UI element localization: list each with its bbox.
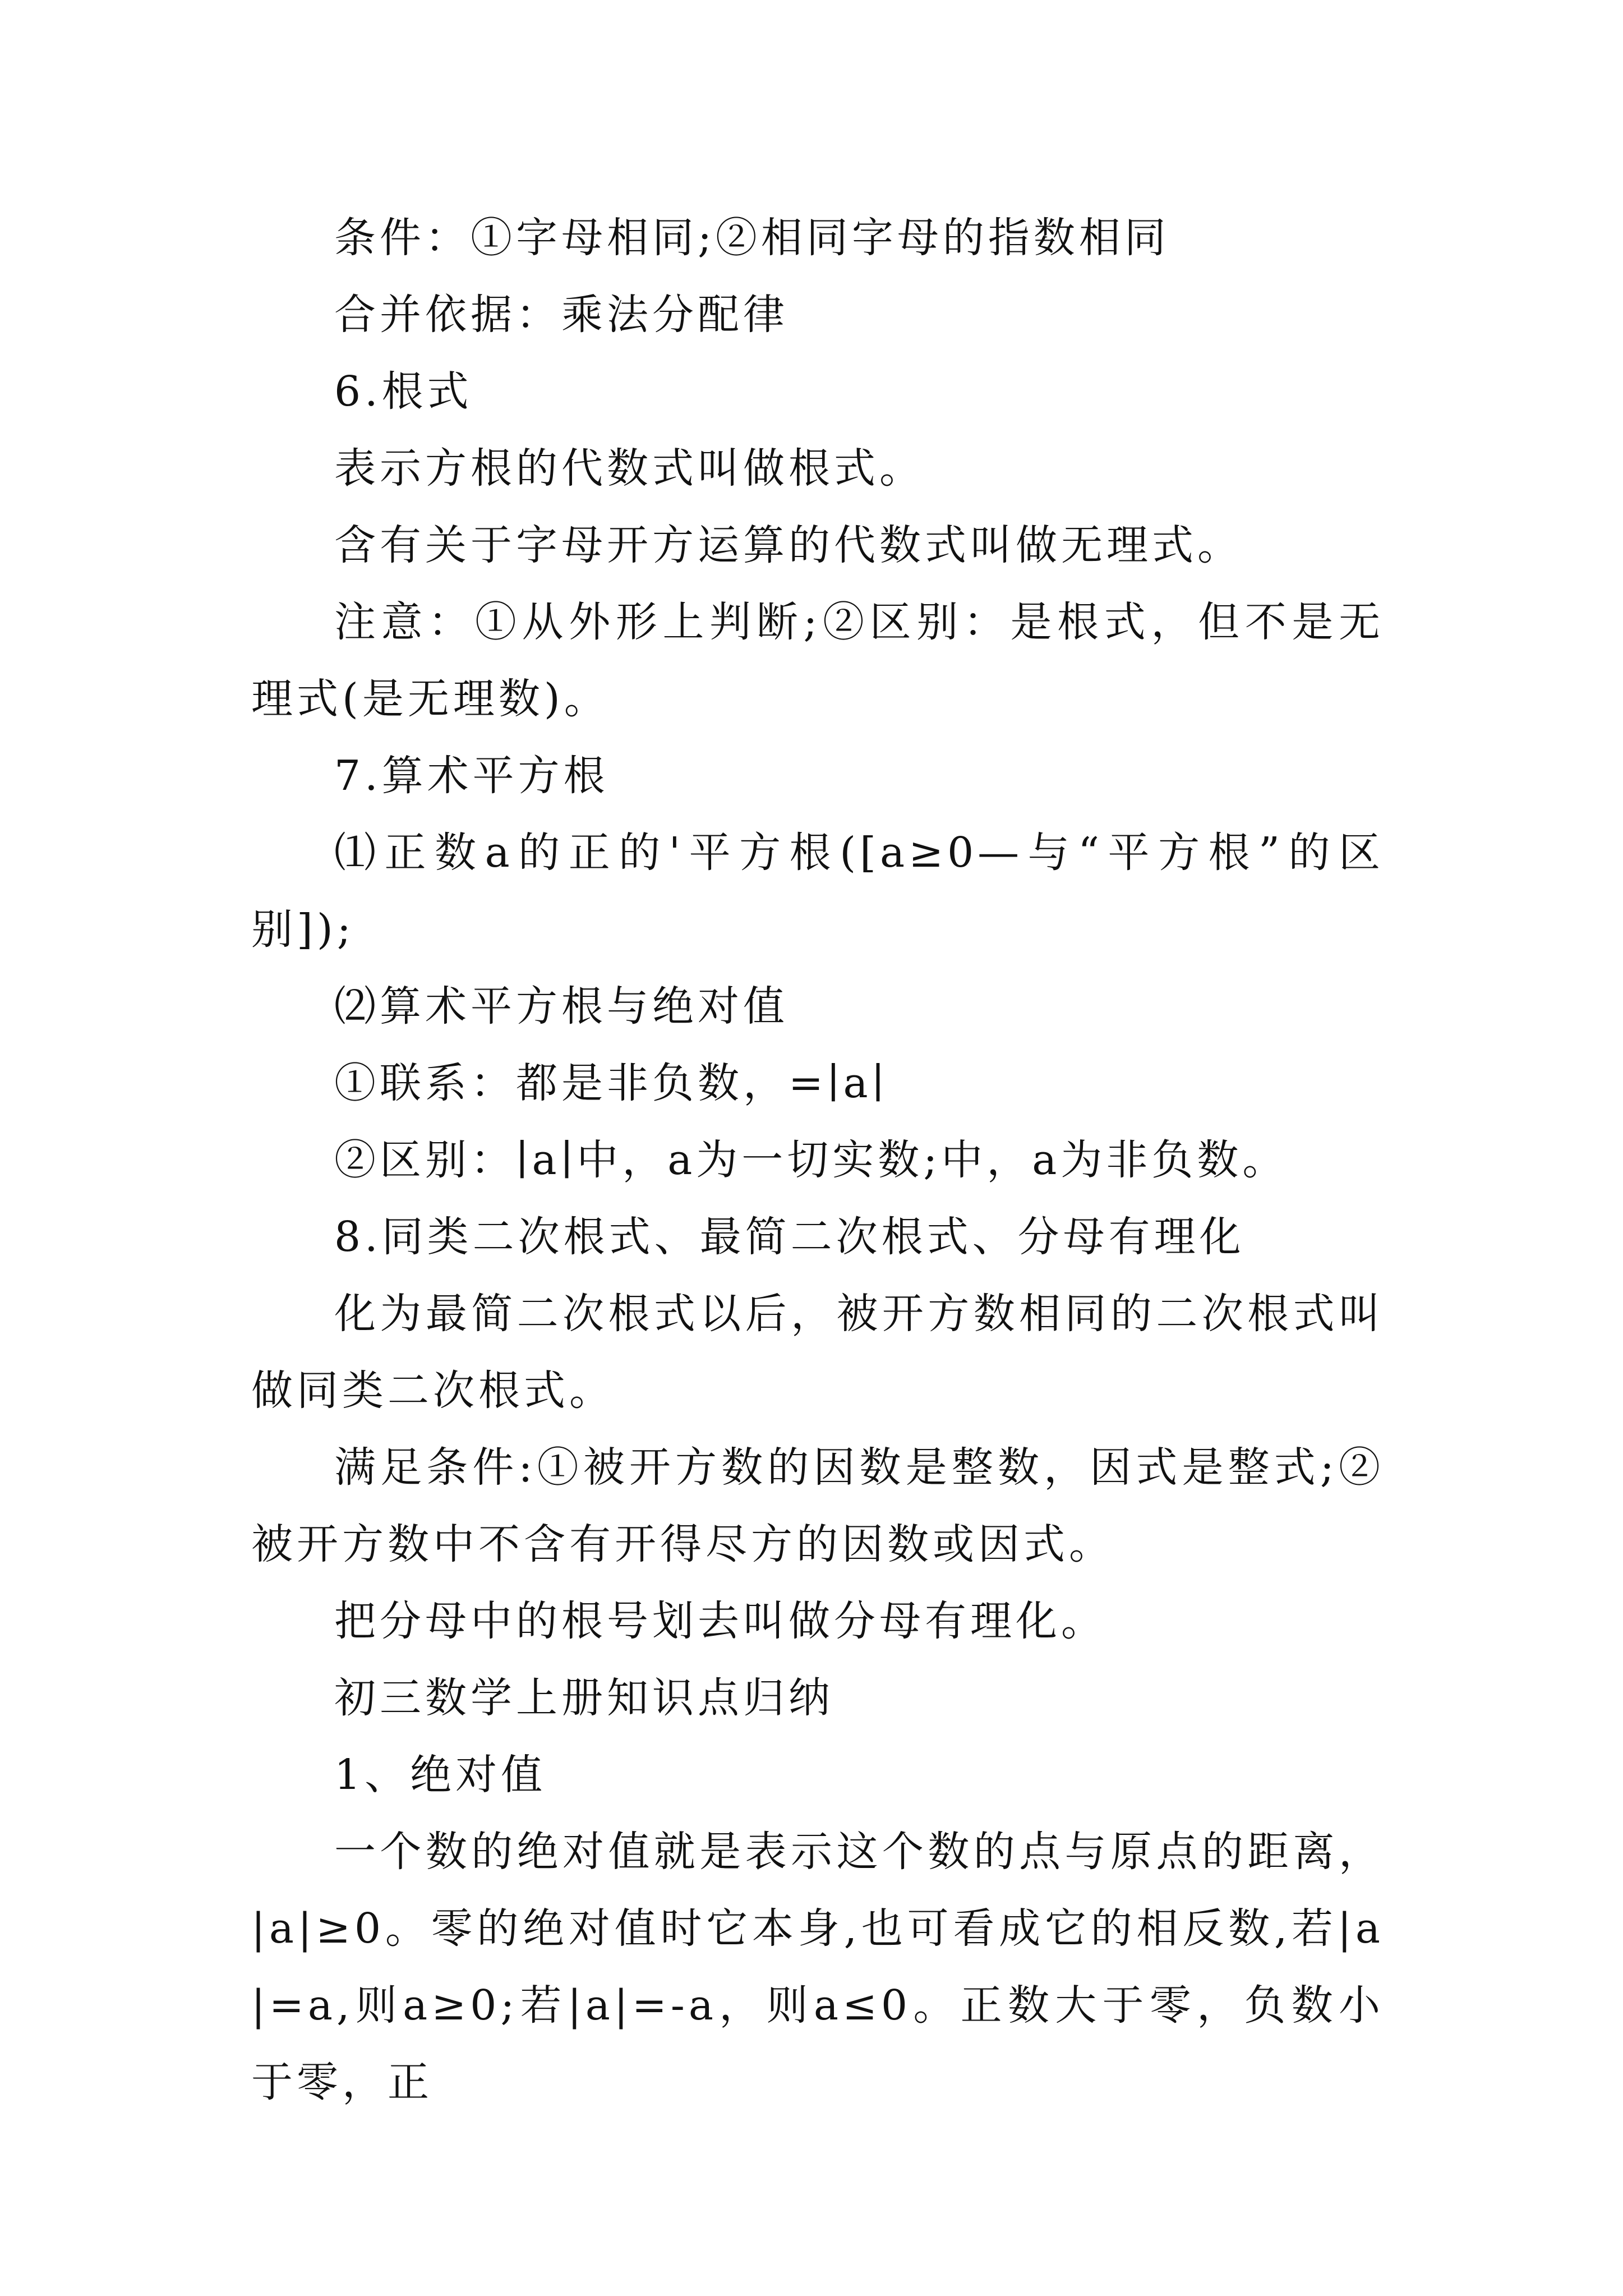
- paragraph-simplest-radical-conditions: 满足条件:①被开方数的因数是整数，因式是整式;②被开方数中不含有开得尽方的因数或因式。: [251, 1443, 1384, 1568]
- paragraph-difference: ②区别：∣a∣中，a为一切实数;中，a为非负数。: [334, 1136, 1288, 1184]
- paragraph-root-and-absolute: ⑵算术平方根与绝对值: [334, 982, 789, 1030]
- paragraph-radical-note: 注意：①从外形上判断;②区别：是根式，但不是无理式(是无理数)。: [251, 598, 1384, 723]
- paragraph-merge-basis: 合并依据：乘法分配律: [334, 291, 789, 339]
- paragraph-absolute-value-definition: 一个数的绝对值就是表示这个数的点与原点的距离，|a|≥0。零的绝对值时它本身,也可看成它的相反数,若|a|=a,则a≥0;若|a|=-a，则a≤0。正数大于零，负数小于零，正: [251, 1828, 1384, 2106]
- section-heading-similar-radicals: 8.同类二次根式、最简二次根式、分母有理化: [334, 1213, 1245, 1261]
- paragraph-irrational-expression: 含有关于字母开方运算的代数式叫做无理式。: [334, 521, 1243, 569]
- section-heading-arithmetic-root: 7.算术平方根: [334, 752, 609, 800]
- section-heading-absolute-value: 1、绝对值: [334, 1751, 547, 1799]
- section-heading-radical: 6.根式: [334, 367, 473, 416]
- paragraph-conditions: 条件：①字母相同;②相同字母的指数相同: [334, 214, 1170, 262]
- paragraph-rationalize-denominator: 把分母中的根号划去叫做分母有理化。: [334, 1597, 1106, 1645]
- paragraph-similar-radicals-definition: 化为最简二次根式以后，被开方数相同的二次根式叫做同类二次根式。: [251, 1290, 1384, 1415]
- section-heading-summary: 初三数学上册知识点归纳: [334, 1674, 834, 1722]
- document-body: [251, 200, 1384, 2121]
- paragraph-arithmetic-root-definition: ⑴正数a的正的'平方根([a≥0—与“平方根”的区别]);: [251, 829, 1384, 954]
- paragraph-radical-definition: 表示方根的代数式叫做根式。: [334, 444, 925, 493]
- paragraph-relation: ①联系：都是非负数，=∣a∣: [334, 1059, 888, 1107]
